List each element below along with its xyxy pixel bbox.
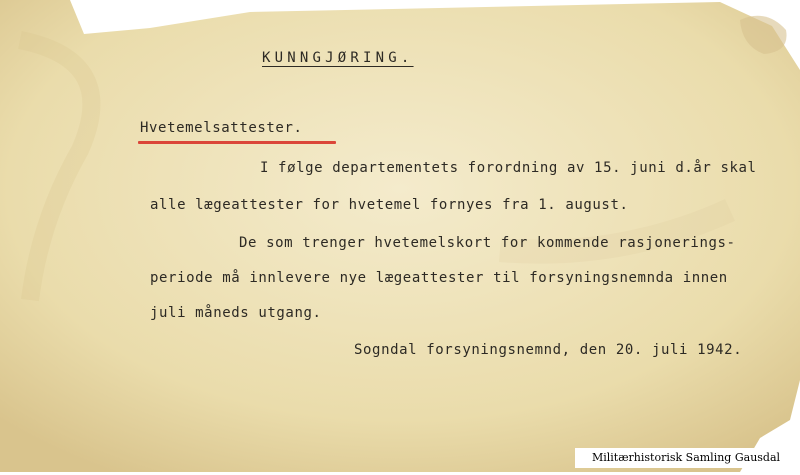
- notice-title: KUNNGJØRING.: [262, 50, 414, 66]
- body-line-1: I følge departementets forordning av 15. juni d.år skal: [260, 160, 757, 176]
- body-line-3: De som trenger hvetemelskort for kommende rasjonerings-: [239, 235, 736, 251]
- body-line-4: periode må innlevere nye lægeattester til forsyningsnemnda innen: [150, 270, 728, 286]
- signature-line: Sogndal forsyningsnemnd, den 20. juli 1942.: [354, 342, 743, 358]
- body-line-2: alle lægeattester for hvetemel fornyes fra 1. august.: [150, 197, 629, 213]
- notice-subtitle: Hvetemelsattester.: [140, 120, 303, 136]
- red-underline: [138, 141, 336, 144]
- collection-watermark: Militærhistorisk Samling Gausdal: [575, 448, 797, 468]
- body-line-5: juli måneds utgang.: [150, 305, 322, 321]
